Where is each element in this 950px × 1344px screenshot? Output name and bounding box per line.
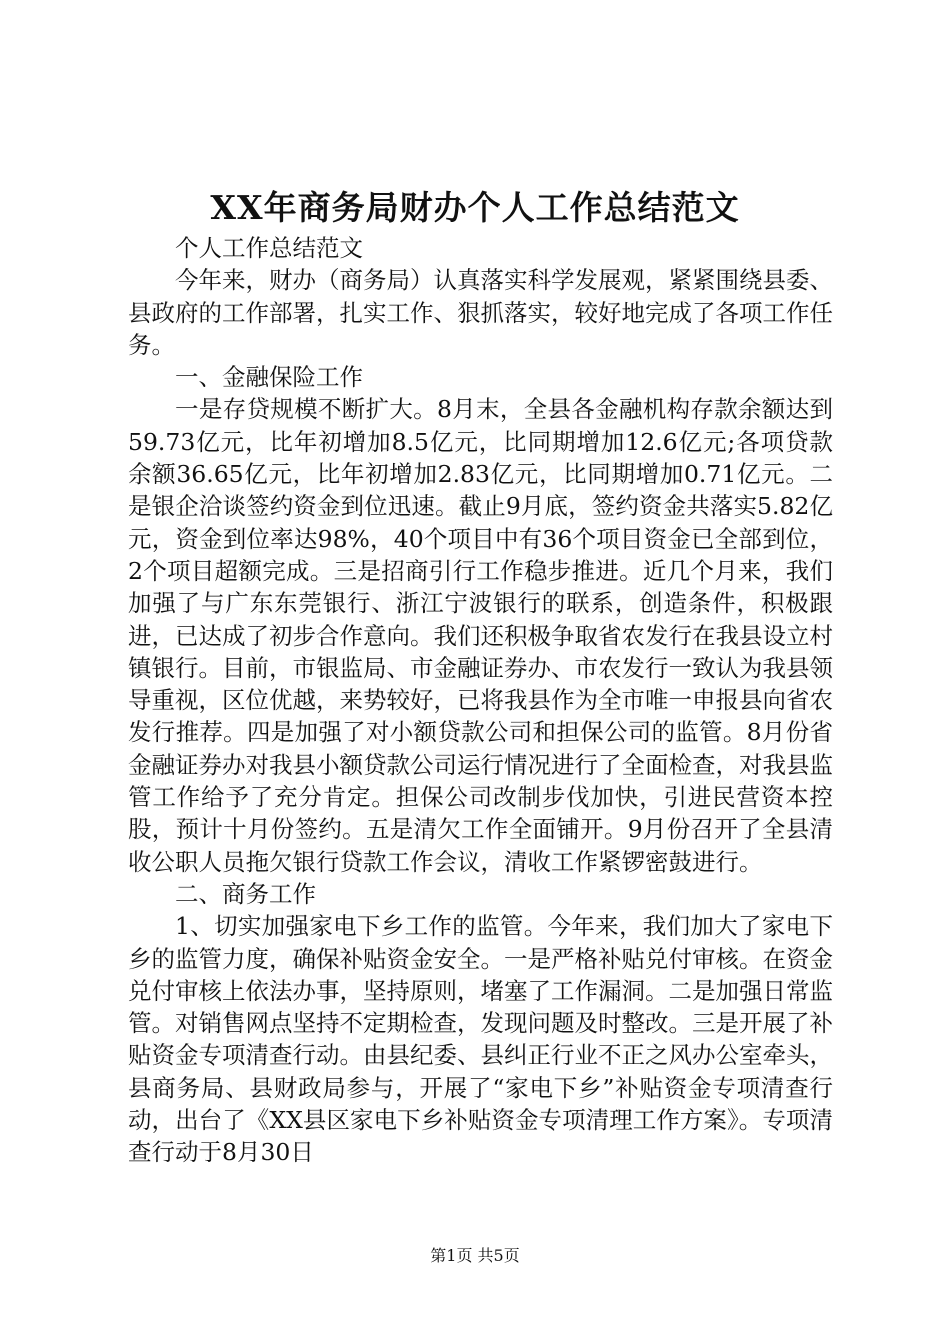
paragraph-commerce: 1、切实加强家电下乡工作的监管。今年来，我们加大了家电下乡的监管力度，确保补贴资金安全。一是严格补贴兑付审核。在资金兑付审核上依法办事，坚持原则，堵塞了工作漏洞。二是加强日常监管。对销售网点坚持不定期检查，发现问题及时整改。三是开展了补贴资金专项清查行动。由县纪委、县纠正行业不正之风办公室牵头，县商务局、县财政局参与，开展了“家电下乡”补贴资金专项清查行动，出台了《XX县区家电下乡补贴资金专项清理工作方案》。专项清查行动于8月30日 [128, 912, 833, 1167]
page-footer: 第1页 共5页 [430, 1246, 520, 1265]
paragraph-intro: 今年来，财办（商务局）认真落实科学发展观，紧紧围绕县委、县政府的工作部署，扎实工作、狠抓落实，较好地完成了各项工作任务。 [128, 266, 833, 359]
paragraph-finance: 一是存贷规模不断扩大。8月末，全县各金融机构存款余额达到59.73亿元，比年初增加8.5亿元，比同期增加12.6亿元;各项贷款余额36.65亿元，比年初增加2.83亿元，比同期增加0.71亿元。二是银企洽谈签约资金到位迅速。截止9月底，签约资金共落实5.82亿元，资金到位率达98%，40个项目中有36个项目资金已全部到位，2个项目超额完成。三是招商引行工作稳步推进。近几个月来，我们加强了与广东东莞银行、浙江宁波银行的联系，创造条件，积极跟进，已达成了初步合作意向。我们还积极争取省农发行在我县设立村镇银行。目前，市银监局、市金融证券办、市农发行一致认为我县领导重视，区位优越，来势较好，已将我县作为全市唯一申报县向省农发行推荐。四是加强了对小额贷款公司和担保公司的监管。8月份省金融证券办对我县小额贷款公司运行情况进行了全面检查，对我县监管工作给予了充分肯定。担保公司改制步伐加快，引进民营资本控股，预计十月份签约。五是清欠工作全面铺开。9月份召开了全县清收公职人员拖欠银行贷款工作会议，清收工作紧锣密鼓进行。 [128, 395, 833, 876]
section-heading-finance: 一、金融保险工作 [175, 363, 363, 392]
section-heading-commerce: 二、商务工作 [175, 879, 316, 908]
document-body [128, 232, 833, 1169]
paragraph-subtitle: 个人工作总结范文 [175, 234, 363, 262]
document-title: XX年商务局财办个人工作总结范文 [210, 188, 740, 227]
